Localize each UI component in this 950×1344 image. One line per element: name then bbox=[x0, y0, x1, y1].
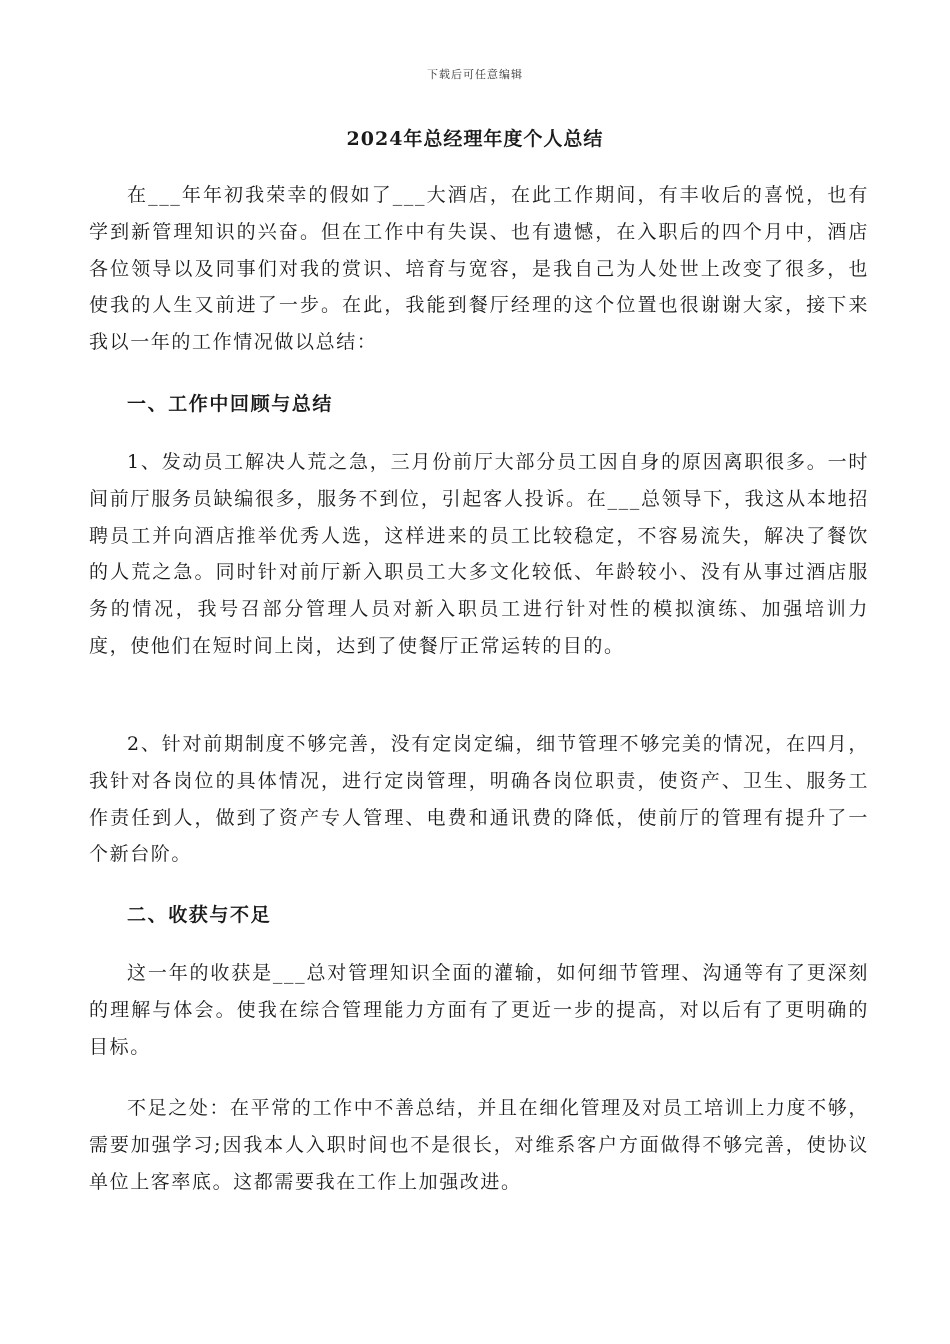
section2-heading-block bbox=[89, 897, 869, 934]
section2-p2-block bbox=[89, 1090, 869, 1200]
section2-p1-block bbox=[89, 955, 869, 1065]
section2-paragraph-1: 这一年的收获是___总对管理知识全面的灌输，如何细节管理、沟通等有了更深刻的理解与体会。使我在综合管理能力方面有了更近一步的提高，对以后有了更明确的目标。 bbox=[89, 962, 869, 1058]
header-note: 下载后可任意编辑 bbox=[427, 68, 523, 81]
section1-paragraph-1: 1、发动员工解决人荒之急，三月份前厅大部分员工因自身的原因离职很多。一时间前厅服务员缺编很多，服务不到位，引起客人投诉。在___总领导下，我这从本地招聘员工并向酒店推举优秀人选，这样进来的员工比较稳定，不容易流失，解决了餐饮的人荒之急。同时针对前厅新入职员工大多文化较低、年龄较小、没有从事过酒店服务的情况，我号召部分管理人员对新入职员工进行针对性的模拟演练、加强培训力度，使他们在短时间上岗，达到了使餐厅正常运转的目的。 bbox=[89, 451, 869, 657]
section1-heading-block bbox=[89, 386, 869, 423]
intro-paragraph: 在___年年初我荣幸的假如了___大酒店，在此工作期间，有丰收后的喜悦，也有学到新管理知识的兴奋。但在工作中有失误、也有遗憾，在入职后的四个月中，酒店各位领导以及同事们对我的赏识、培育与宽容，是我自己为人处世上改变了很多，也使我的人生又前进了一步。在此，我能到餐厅经理的这个位置也很谢谢大家，接下来我以一年的工作情况做以总结： bbox=[89, 184, 869, 354]
section1-p2-block bbox=[89, 726, 869, 873]
document-title: 2024年总经理年度个人总结 bbox=[346, 128, 604, 150]
section2-paragraph-2: 不足之处：在平常的工作中不善总结，并且在细化管理及对员工培训上力度不够，需要加强学习;因我本人入职时间也不是很长，对维系客户方面做得不够完善，使协议单位上客率底。这都需要我在工作上加强改进。 bbox=[89, 1097, 869, 1193]
section2-heading: 二、收获与不足 bbox=[127, 904, 272, 926]
intro-block bbox=[89, 177, 869, 361]
section1-paragraph-2: 2、针对前期制度不够完善，没有定岗定编，细节管理不够完美的情况，在四月，我针对各岗位的具体情况，进行定岗管理，明确各岗位职责，使资产、卫生、服务工作责任到人，做到了资产专人管理、电费和通讯费的降低，使前厅的管理有提升了一个新台阶。 bbox=[89, 733, 869, 866]
section1-p1-block bbox=[89, 444, 869, 665]
section1-heading: 一、工作中回顾与总结 bbox=[127, 393, 334, 415]
